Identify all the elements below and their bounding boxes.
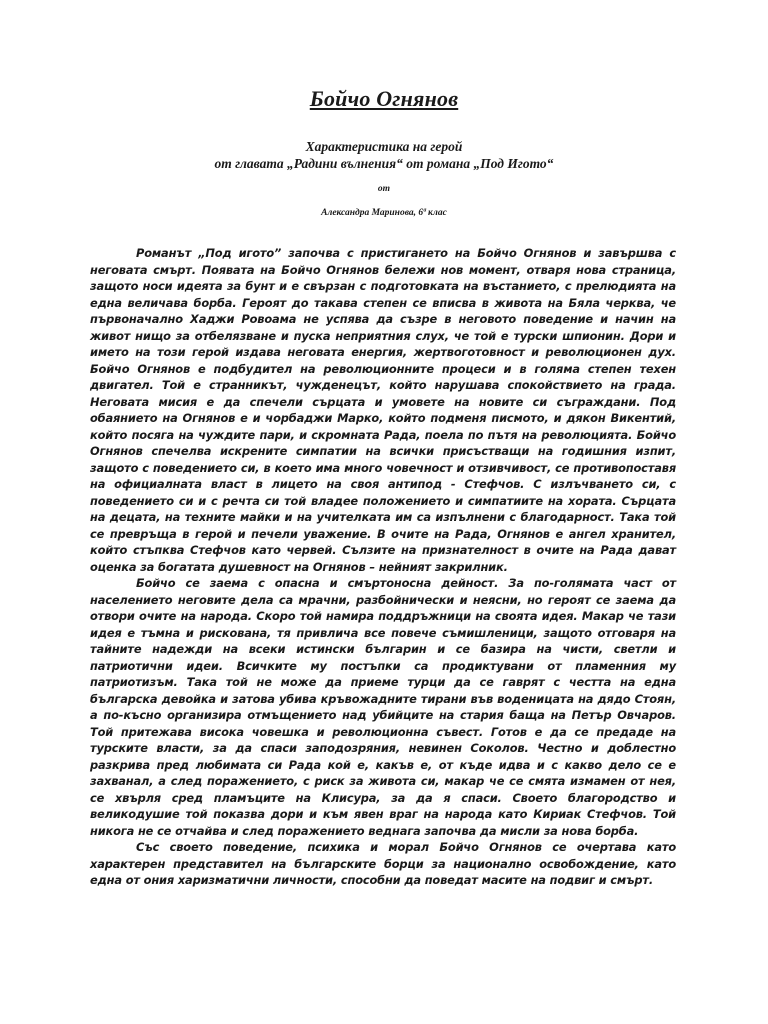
author-line: Александра Маринова, 6ª клас	[321, 208, 447, 218]
document-title: Бойчо Огнянов	[309, 86, 459, 111]
paragraph: Със своето поведение, психика и морал Бойчо Огнянов се очертава като характерен представител на българските борци за национално освобождение, като една от ония харизматични личности, способни да поведат масите на подвиг и смърт.	[90, 840, 676, 887]
from-word: от	[377, 184, 391, 194]
paragraph: Романът „Под игото” започва с пристигането на Бойчо Огнянов и завършва с неговата смърт. Появата на Бойчо Огнянов бележи нов момент, отваря нова страница, защото носи идеята за бунт и е свързан с подготовката на въстанието, с прелюдията на една величава борба. Героят до такава степен се вписва в живота на Бяла черква, че първоначално Хаджи Ровоама не успява да съзре в неговото поведение и начин на живот нищо за отбелязване и пуска неприятния слух, че той е турски шпионин. Дори и името на този герой издава неговата енергия, жертвоготовност и революционен дух. Бойчо Огнянов е подбудител на революционните процеси и в голяма степен техен двигател. Той е странникът, чужденецът, който нарушава спокойствието на града. Неговата мисия е да спечели сърцата и умовете на новите си съграждани. Под обаянието на Огнянов е и чорбаджи Марко, който подменя писмото, и дякон Викентий, който посяга на чуждите пари, и скромната Рада, поела по пътя на революцията. Бойчо Огнянов спечелва искрените симпатии на всички присъстващи на годишния изпит, защото с поведението си, в което има много човечност и отзивчивост, се противопоставя на официалната власт в лицето на своя антипод - Стефчов. С излъчването си, с поведението си и с речта си той владее положението и симпатиите на хората. Сърцата на децата, на техните майки и на учителката им са изпълнени с благодарност. Така той се превръща в герой и печели уважение. В очите на Рада, Огнянов е ангел хранител, който стъпква Стефчов като червей. Сълзите на признателност в очите на Рада дават оценка за богатата душевност на Огнянов – нейният закрилник.	[90, 246, 676, 574]
subtitle-line-2: от главата „Радини вълнения“ от романа „Под Игото“	[214, 156, 554, 171]
essay-body	[90, 245, 676, 889]
paragraph: Бойчо се заема с опасна и смъртоносна дейност. За по-голямата част от населението неговите дела са мрачни, разбойнически и неясни, но героят се заема да отвори очите на народа. Скоро той намира поддръжници на своята идея. Макар че тази идея е тъмна и рискована, тя привлича все повече съмишленици, защото отговаря на тайните надежди на всеки истински българин и се базира на чисти, светли и патриотични идеи. Всичките му постъпки са продиктувани от пламенния му патриотизъм. Така той не може да приеме турци да се гаврят с честта на една българска девойка и затова убива кръвожадните тирани във воденицата на дядо Стоян, а по-късно организира отмъщението над убийците на стария баща на Петър Овчаров. Той притежава висока човешка и революционна съвест. Готов е да се предаде на турските власти, за да спаси заподозряния, невинен Соколов. Честно и доблестно разкрива пред любимата си Рада кой е, какъв е, от къде идва и с какво дело се е захванал, а след поражението, с риск за живота си, макар че се смята измамен от нея, се хвърля сред пламъците на Клисура, за да я спаси. Своето благородство и великодушие той показва дори и към явен враг на народа като Кириак Стефчов. Той никога не се отчайва и след поражението веднага започва да мисли за нова борба.	[90, 576, 676, 838]
subtitle-line-1: Характеристика на герой	[305, 139, 463, 154]
document-subtitle	[0, 138, 768, 172]
